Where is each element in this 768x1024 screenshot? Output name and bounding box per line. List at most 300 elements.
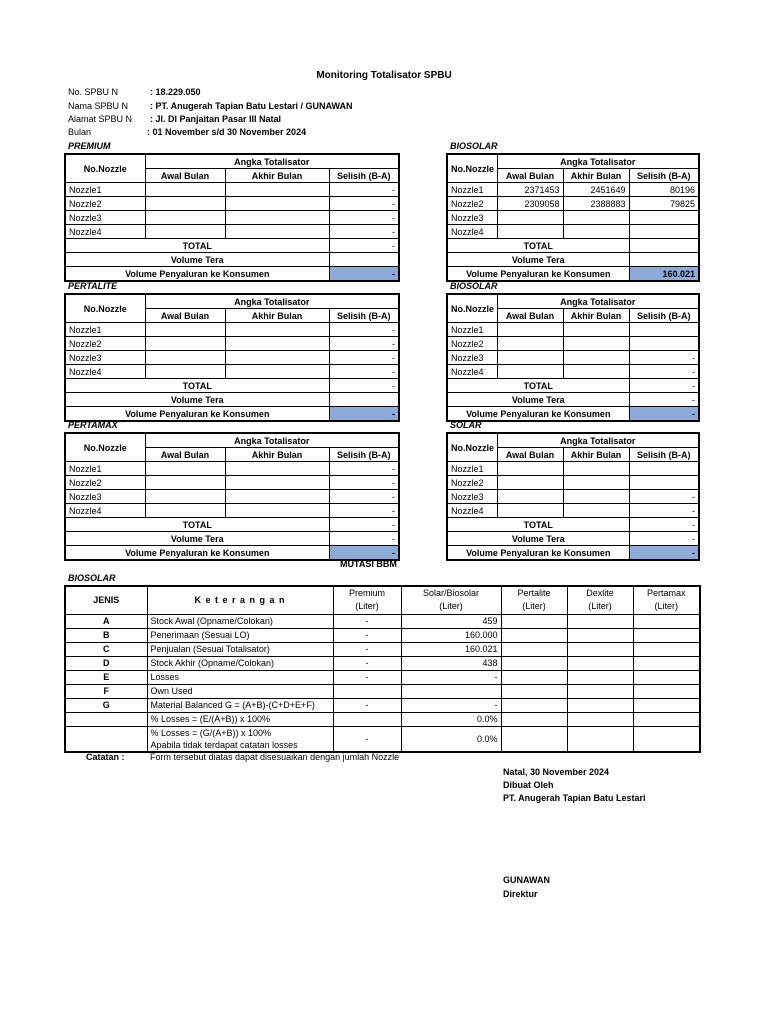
- page-title: Monitoring Totalisator SPBU: [316, 70, 452, 81]
- mutasi-table: [64, 585, 701, 753]
- volume-penyaluran-label: Volume Penyaluran ke Konsumen: [447, 407, 629, 422]
- losses-note: Apabila tidak terdapat catatan losses: [150, 739, 298, 750]
- premium-header-line2: (Liter): [355, 601, 379, 612]
- pertamax-value: [633, 628, 700, 642]
- premium-value: -: [333, 628, 401, 642]
- nozzle-name: Nozzle2: [65, 197, 145, 211]
- catatan-text: Form tersebut diatas dapat disesuaikan dengan jumlah Nozzle: [150, 752, 400, 762]
- table-row: [447, 183, 699, 197]
- nozzle-name: Nozzle2: [447, 476, 497, 490]
- premium-value: -: [333, 642, 401, 656]
- premium-value: -: [333, 670, 401, 684]
- signature-dibuat-oleh: Dibuat Oleh: [503, 780, 554, 790]
- total-value: -: [329, 239, 399, 253]
- pertamax-value: [633, 614, 700, 628]
- selisih-value: -: [329, 504, 399, 518]
- pertalite-header-line2: (Liter): [522, 601, 546, 612]
- angka-totalisator-header: Angka Totalisator: [497, 154, 699, 169]
- pertalite-value: [501, 614, 567, 628]
- solar-value: [401, 684, 501, 698]
- awal-bulan-header: Awal Bulan: [145, 309, 225, 323]
- pertalite-value: [501, 670, 567, 684]
- jenis-value: F: [65, 684, 147, 698]
- total-value: [629, 239, 699, 253]
- total-label: TOTAL: [65, 518, 329, 532]
- nozzle-name: Nozzle1: [447, 323, 497, 337]
- selisih-value: -: [629, 365, 699, 379]
- table-row: [65, 684, 700, 698]
- selisih-value: -: [329, 211, 399, 225]
- pertamax-header-line2: (Liter): [654, 601, 678, 612]
- volume-tera-value: [629, 253, 699, 267]
- nozzle-name: Nozzle2: [65, 476, 145, 490]
- pertalite-value: [501, 684, 567, 698]
- akhir-bulan-header: Akhir Bulan: [563, 448, 629, 462]
- premium-value: -: [333, 698, 401, 712]
- table-cell: [501, 726, 567, 752]
- keterangan-value: Stock Akhir (Opname/Colokan): [147, 656, 333, 670]
- premium-label: PREMIUM: [68, 141, 111, 151]
- biosolar1-table: [446, 153, 700, 282]
- signature-company: PT. Anugerah Tapian Batu Lestari: [503, 793, 646, 803]
- signature-name: GUNAWAN: [503, 875, 550, 885]
- akhir-bulan-value: [563, 323, 629, 337]
- selisih-value: -: [629, 351, 699, 365]
- total-label: TOTAL: [447, 518, 629, 532]
- nozzle-name: Nozzle4: [65, 365, 145, 379]
- akhir-bulan-value: [225, 211, 329, 225]
- akhir-bulan-value: [563, 337, 629, 351]
- pertamax-value: [633, 670, 700, 684]
- premium-value: [333, 712, 401, 726]
- selisih-value: -: [329, 197, 399, 211]
- awal-bulan-value: [497, 490, 563, 504]
- angka-totalisator-header: Angka Totalisator: [145, 294, 399, 309]
- akhir-bulan-value: [225, 462, 329, 476]
- keterangan-value: Stock Awal (Opname/Colokan): [147, 614, 333, 628]
- akhir-bulan-value: [225, 183, 329, 197]
- solar-header: [401, 586, 501, 614]
- table-row: [65, 337, 399, 351]
- solar-header-line1: Solar/Biosolar: [422, 588, 480, 599]
- akhir-bulan-value: [225, 504, 329, 518]
- biosolar1-label: BIOSOLAR: [450, 141, 498, 151]
- akhir-bulan-value: [563, 351, 629, 365]
- akhir-bulan-header: Akhir Bulan: [563, 309, 629, 323]
- akhir-bulan-header: Akhir Bulan: [225, 309, 329, 323]
- volume-tera-label: Volume Tera: [65, 253, 329, 267]
- dexlite-header-line2: (Liter): [588, 601, 612, 612]
- selisih-header: Selisih (B-A): [629, 309, 699, 323]
- selisih-value: -: [329, 490, 399, 504]
- akhir-bulan-value: [225, 365, 329, 379]
- akhir-bulan-value: [225, 323, 329, 337]
- solar-label: SOLAR: [450, 420, 482, 430]
- premium-header-line1: Premium: [348, 588, 385, 599]
- no-nozzle-header: No.Nozzle: [447, 294, 497, 323]
- spbu-number-value: : 18.229.050: [150, 87, 201, 97]
- total-value: -: [329, 518, 399, 532]
- awal-bulan-value: [145, 197, 225, 211]
- nozzle-name: Nozzle3: [65, 351, 145, 365]
- table-row: [447, 225, 699, 239]
- pertalite-value: [501, 712, 567, 726]
- pertalite-table: [64, 293, 400, 422]
- jenis-value: E: [65, 670, 147, 684]
- volume-tera-label: Volume Tera: [447, 532, 629, 546]
- spbu-address-label: Alamat SPBU N: [68, 114, 133, 124]
- awal-bulan-value: [497, 476, 563, 490]
- awal-bulan-value: [145, 351, 225, 365]
- no-nozzle-header: No.Nozzle: [447, 433, 497, 462]
- dexlite-value: [567, 628, 633, 642]
- table-row: [65, 365, 399, 379]
- awal-bulan-value: [145, 211, 225, 225]
- selisih-value: [629, 225, 699, 239]
- table-row: [447, 365, 699, 379]
- pertalite-value: [501, 628, 567, 642]
- selisih-value: [629, 462, 699, 476]
- solar-value: 160.021: [401, 642, 501, 656]
- dexlite-header-line1: Dexlite: [586, 588, 614, 599]
- pertalite-header: [501, 586, 567, 614]
- losses-g-premium: -: [333, 726, 401, 752]
- dexlite-value: [567, 684, 633, 698]
- nozzle-name: Nozzle4: [447, 225, 497, 239]
- table-row: [65, 656, 700, 670]
- no-nozzle-header: No.Nozzle: [65, 154, 145, 183]
- awal-bulan-value: [145, 323, 225, 337]
- volume-penyaluran-value: -: [329, 407, 399, 422]
- table-cell: [633, 726, 700, 752]
- nozzle-name: Nozzle3: [447, 211, 497, 225]
- awal-bulan-value: [497, 323, 563, 337]
- awal-bulan-value: [145, 490, 225, 504]
- selisih-value: -: [329, 365, 399, 379]
- premium-header: [333, 586, 401, 614]
- volume-penyaluran-label: Volume Penyaluran ke Konsumen: [447, 546, 629, 561]
- jenis-header: JENIS: [65, 586, 147, 614]
- table-row: [65, 614, 700, 628]
- nozzle-name: Nozzle4: [447, 365, 497, 379]
- dexlite-header: [567, 586, 633, 614]
- akhir-bulan-value: 2388883: [563, 197, 629, 211]
- table-cell: [65, 726, 147, 752]
- awal-bulan-value: [497, 225, 563, 239]
- selisih-value: [629, 476, 699, 490]
- solar-value: -: [401, 698, 501, 712]
- nozzle-name: Nozzle1: [65, 183, 145, 197]
- awal-bulan-value: [145, 462, 225, 476]
- keterangan-value: Losses: [147, 670, 333, 684]
- nozzle-name: Nozzle3: [447, 351, 497, 365]
- volume-penyaluran-label: Volume Penyaluran ke Konsumen: [65, 267, 329, 282]
- losses-g-solar: 0.0%: [401, 726, 501, 752]
- volume-penyaluran-value: 160.021: [629, 267, 699, 282]
- selisih-value: [629, 337, 699, 351]
- month-label: Bulan: [68, 127, 92, 137]
- awal-bulan-value: [497, 504, 563, 518]
- akhir-bulan-value: [563, 490, 629, 504]
- table-row: [65, 504, 399, 518]
- volume-tera-label: Volume Tera: [65, 532, 329, 546]
- pertamax-value: [633, 684, 700, 698]
- selisih-value: -: [329, 476, 399, 490]
- dexlite-value: [567, 698, 633, 712]
- selisih-value: -: [629, 504, 699, 518]
- akhir-bulan-value: [225, 351, 329, 365]
- jenis-value: C: [65, 642, 147, 656]
- total-label: TOTAL: [447, 379, 629, 393]
- dexlite-value: [567, 642, 633, 656]
- volume-tera-label: Volume Tera: [65, 393, 329, 407]
- pertamax-value: [633, 642, 700, 656]
- table-row: [447, 323, 699, 337]
- total-value: -: [629, 518, 699, 532]
- solar-header-line2: (Liter): [439, 601, 463, 612]
- solar-value: -: [401, 670, 501, 684]
- nozzle-name: Nozzle4: [65, 225, 145, 239]
- premium-table: [64, 153, 400, 282]
- awal-bulan-value: [145, 476, 225, 490]
- akhir-bulan-value: [563, 211, 629, 225]
- nozzle-name: Nozzle1: [65, 462, 145, 476]
- awal-bulan-value: [145, 337, 225, 351]
- awal-bulan-value: [145, 183, 225, 197]
- pertalite-value: [501, 656, 567, 670]
- selisih-value: -: [329, 351, 399, 365]
- akhir-bulan-value: [225, 197, 329, 211]
- losses-g-cell: [147, 726, 333, 752]
- selisih-value: [629, 211, 699, 225]
- selisih-value: -: [329, 225, 399, 239]
- pertamax-value: [633, 656, 700, 670]
- pertamax-header-line1: Pertamax: [646, 588, 686, 599]
- volume-penyaluran-value: -: [629, 546, 699, 561]
- selisih-header: Selisih (B-A): [629, 448, 699, 462]
- table-row: [447, 490, 699, 504]
- awal-bulan-value: [497, 462, 563, 476]
- selisih-header: Selisih (B-A): [629, 169, 699, 183]
- awal-bulan-value: [145, 225, 225, 239]
- awal-bulan-header: Awal Bulan: [145, 448, 225, 462]
- premium-value: [333, 684, 401, 698]
- awal-bulan-value: 2309058: [497, 197, 563, 211]
- table-row: [447, 197, 699, 211]
- volume-penyaluran-label: Volume Penyaluran ke Konsumen: [65, 407, 329, 422]
- selisih-value: -: [629, 490, 699, 504]
- jenis-value: A: [65, 614, 147, 628]
- awal-bulan-value: [497, 351, 563, 365]
- table-row: [65, 183, 399, 197]
- solar-table: [446, 432, 700, 561]
- biosolar2-table: [446, 293, 700, 422]
- selisih-value: -: [329, 323, 399, 337]
- dexlite-value: [567, 614, 633, 628]
- no-nozzle-header: No.Nozzle: [447, 154, 497, 183]
- volume-tera-value: -: [629, 393, 699, 407]
- nozzle-name: Nozzle2: [65, 337, 145, 351]
- spbu-address-value: : Jl. Dl Panjaitan Pasar III Natal: [150, 114, 282, 124]
- jenis-value: G: [65, 698, 147, 712]
- volume-penyaluran-value: -: [329, 267, 399, 282]
- awal-bulan-header: Awal Bulan: [497, 169, 563, 183]
- table-row: [65, 351, 399, 365]
- dexlite-value: [567, 656, 633, 670]
- table-row: [447, 462, 699, 476]
- pertamax-header: [633, 586, 700, 614]
- premium-value: -: [333, 614, 401, 628]
- spbu-number-label: No. SPBU N: [68, 87, 119, 97]
- pertalite-header-line1: Pertalite: [517, 588, 551, 599]
- selisih-value: -: [329, 337, 399, 351]
- angka-totalisator-header: Angka Totalisator: [145, 154, 399, 169]
- selisih-header: Selisih (B-A): [329, 448, 399, 462]
- keterangan-value: Material Balanced G = (A+B)-(C+D+E+F): [147, 698, 333, 712]
- jenis-value: B: [65, 628, 147, 642]
- akhir-bulan-value: [563, 365, 629, 379]
- pertalite-value: [501, 642, 567, 656]
- akhir-bulan-header: Akhir Bulan: [225, 169, 329, 183]
- akhir-bulan-value: [225, 225, 329, 239]
- table-row: [65, 490, 399, 504]
- total-label: TOTAL: [65, 379, 329, 393]
- akhir-bulan-header: Akhir Bulan: [563, 169, 629, 183]
- month-value: : 01 November s/d 30 November 2024: [147, 127, 307, 137]
- angka-totalisator-header: Angka Totalisator: [497, 433, 699, 448]
- signature-place-date: Natal, 30 November 2024: [503, 767, 610, 777]
- table-row: [65, 698, 700, 712]
- selisih-value: -: [329, 462, 399, 476]
- selisih-value: -: [329, 183, 399, 197]
- akhir-bulan-value: [225, 490, 329, 504]
- total-value: -: [629, 379, 699, 393]
- table-row: [65, 670, 700, 684]
- volume-tera-label: Volume Tera: [447, 393, 629, 407]
- biosolar2-label: BIOSOLAR: [450, 281, 498, 291]
- nozzle-name: Nozzle3: [65, 211, 145, 225]
- mutasi-section-label: BIOSOLAR: [68, 573, 116, 583]
- table-row: [447, 476, 699, 490]
- akhir-bulan-value: [563, 476, 629, 490]
- nozzle-name: Nozzle3: [447, 490, 497, 504]
- nozzle-name: Nozzle4: [65, 504, 145, 518]
- nozzle-name: Nozzle2: [447, 337, 497, 351]
- nozzle-name: Nozzle1: [447, 462, 497, 476]
- keterangan-header: K e t e r a n g a n: [147, 586, 333, 614]
- volume-tera-value: [329, 393, 399, 407]
- no-nozzle-header: No.Nozzle: [65, 294, 145, 323]
- selisih-value: 80196: [629, 183, 699, 197]
- pertamax-table: [64, 432, 400, 561]
- akhir-bulan-value: [563, 462, 629, 476]
- table-row: [447, 351, 699, 365]
- awal-bulan-value: [145, 365, 225, 379]
- keterangan-value: Penjualan (Sesuai Totalisator): [147, 642, 333, 656]
- volume-penyaluran-value: -: [629, 407, 699, 422]
- nozzle-name: Nozzle4: [447, 504, 497, 518]
- keterangan-value: Own Used: [147, 684, 333, 698]
- total-label: TOTAL: [447, 239, 629, 253]
- table-row: [65, 323, 399, 337]
- table-row: [65, 476, 399, 490]
- nozzle-name: Nozzle3: [65, 490, 145, 504]
- keterangan-value: Penerimaan (Sesuai LO): [147, 628, 333, 642]
- signature-position: Direktur: [503, 889, 538, 899]
- table-row: [447, 504, 699, 518]
- no-nozzle-header: No.Nozzle: [65, 433, 145, 462]
- selisih-header: Selisih (B-A): [329, 309, 399, 323]
- solar-value: 0.0%: [401, 712, 501, 726]
- pertamax-label: PERTAMAX: [68, 420, 118, 430]
- dexlite-value: [567, 712, 633, 726]
- volume-tera-value: [329, 253, 399, 267]
- table-row: [65, 462, 399, 476]
- nozzle-name: Nozzle1: [65, 323, 145, 337]
- awal-bulan-value: [497, 337, 563, 351]
- total-value: -: [329, 379, 399, 393]
- keterangan-value: % Losses = (E/(A+B)) x 100%: [147, 712, 333, 726]
- akhir-bulan-value: [225, 476, 329, 490]
- awal-bulan-value: [497, 365, 563, 379]
- nozzle-name: Nozzle1: [447, 183, 497, 197]
- akhir-bulan-header: Akhir Bulan: [225, 448, 329, 462]
- catatan-label: Catatan :: [86, 752, 125, 762]
- volume-penyaluran-label: Volume Penyaluran ke Konsumen: [65, 546, 329, 561]
- table-cell: [567, 726, 633, 752]
- table-row: [65, 225, 399, 239]
- awal-bulan-value: 2371453: [497, 183, 563, 197]
- volume-tera-label: Volume Tera: [447, 253, 629, 267]
- solar-value: 459: [401, 614, 501, 628]
- premium-value: -: [333, 656, 401, 670]
- selisih-header: Selisih (B-A): [329, 169, 399, 183]
- awal-bulan-value: [497, 211, 563, 225]
- volume-penyaluran-label: Volume Penyaluran ke Konsumen: [447, 267, 629, 282]
- volume-tera-value: -: [329, 532, 399, 546]
- nozzle-name: Nozzle2: [447, 197, 497, 211]
- awal-bulan-header: Awal Bulan: [145, 169, 225, 183]
- solar-value: 438: [401, 656, 501, 670]
- akhir-bulan-value: [563, 504, 629, 518]
- pertalite-value: [501, 698, 567, 712]
- table-row: [65, 197, 399, 211]
- dexlite-value: [567, 670, 633, 684]
- akhir-bulan-value: [225, 337, 329, 351]
- selisih-value: 79825: [629, 197, 699, 211]
- table-row: [65, 211, 399, 225]
- awal-bulan-header: Awal Bulan: [497, 309, 563, 323]
- akhir-bulan-value: [563, 225, 629, 239]
- awal-bulan-header: Awal Bulan: [497, 448, 563, 462]
- jenis-value: [65, 712, 147, 726]
- jenis-value: D: [65, 656, 147, 670]
- volume-tera-value: -: [629, 532, 699, 546]
- table-row: [447, 211, 699, 225]
- table-row: [65, 642, 700, 656]
- table-row: [447, 337, 699, 351]
- angka-totalisator-header: Angka Totalisator: [497, 294, 699, 309]
- selisih-value: [629, 323, 699, 337]
- spbu-name-label: Nama SPBU N: [68, 101, 129, 111]
- table-row: [65, 712, 700, 726]
- awal-bulan-value: [145, 504, 225, 518]
- pertamax-value: [633, 712, 700, 726]
- volume-penyaluran-value: -: [329, 546, 399, 561]
- angka-totalisator-header: Angka Totalisator: [145, 433, 399, 448]
- solar-value: 160.000: [401, 628, 501, 642]
- spbu-name-value: : PT. Anugerah Tapian Batu Lestari / GUNAWAN: [150, 101, 353, 111]
